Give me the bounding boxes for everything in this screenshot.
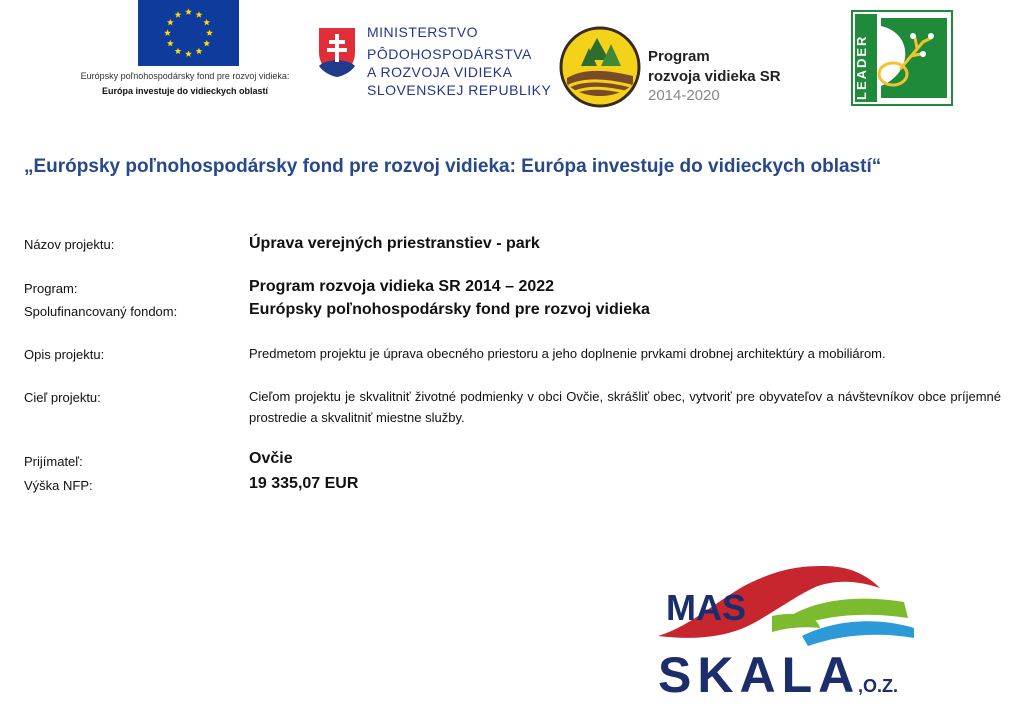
page-headline: „Európsky poľnohospodársky fond pre rozvoj vidieka: Európa investuje do vidieckych oblastí“ — [24, 156, 882, 177]
slovak-coat-of-arms-icon — [317, 26, 357, 78]
ministry-name-line4: SLOVENSKEJ REPUBLIKY — [367, 82, 552, 98]
program-label: Program: — [24, 281, 78, 296]
eu-caption-line1: Európsky poľnohospodársky fond pre rozvoj vidieka: — [80, 71, 290, 81]
recipient-value: Ovčie — [249, 450, 293, 467]
amount-value: 19 335,07 EUR — [249, 475, 359, 492]
amount-label: Výška NFP: — [24, 478, 93, 493]
goal-label: Cieľ projektu: — [24, 390, 101, 405]
ministry-name-line2: PÔDOHOSPODÁRSTVA — [367, 46, 532, 62]
project-name-value: Úprava verejných priestranstiev - park — [249, 235, 540, 252]
svg-text:LEADER: LEADER — [854, 34, 869, 100]
program-logo-line2: rozvoja vidieka SR — [648, 68, 781, 85]
eu-caption-line2: Európa investuje do vidieckych oblastí — [101, 86, 269, 96]
fund-label: Spolufinancovaný fondom: — [24, 304, 178, 319]
mas-logo-bottom-text: SKALA — [658, 647, 861, 703]
leader-logo — [851, 10, 953, 106]
project-name-label: Názov projektu: — [24, 237, 115, 252]
ministry-name-line3: A ROZVOJA VIDIEKA — [367, 64, 513, 80]
fund-value: Európsky poľnohospodársky fond pre rozvoj vidieka — [249, 301, 650, 318]
ministry-name-line1: MINISTERSTVO — [367, 24, 479, 40]
mas-logo-top-text: MAS — [666, 587, 746, 628]
program-logo-line1: Program — [648, 48, 710, 65]
mas-logo-suffix: ,O.Z. — [858, 676, 898, 696]
description-value: Predmetom projektu je úprava obecného priestoru a jeho doplnenie prvkami drobnej architektúry a mobiliárom. — [249, 346, 886, 361]
recipient-label: Prijímateľ: — [24, 454, 83, 469]
rural-development-program-logo — [559, 26, 641, 108]
program-value: Program rozvoja vidieka SR 2014 – 2022 — [249, 278, 555, 295]
mas-skala-logo — [652, 556, 920, 706]
program-logo-years: 2014-2020 — [648, 87, 720, 104]
goal-value: Cieľom projektu je skvalitniť životné podmienky v obci Ovčie, skrášliť obec, vytvoriť pre obyvateľov a návštevníkov obce príjemné prostredie a skvalitniť miestne služby. — [249, 389, 1001, 425]
eu-flag-logo — [138, 0, 239, 66]
description-label: Opis projektu: — [24, 347, 105, 362]
